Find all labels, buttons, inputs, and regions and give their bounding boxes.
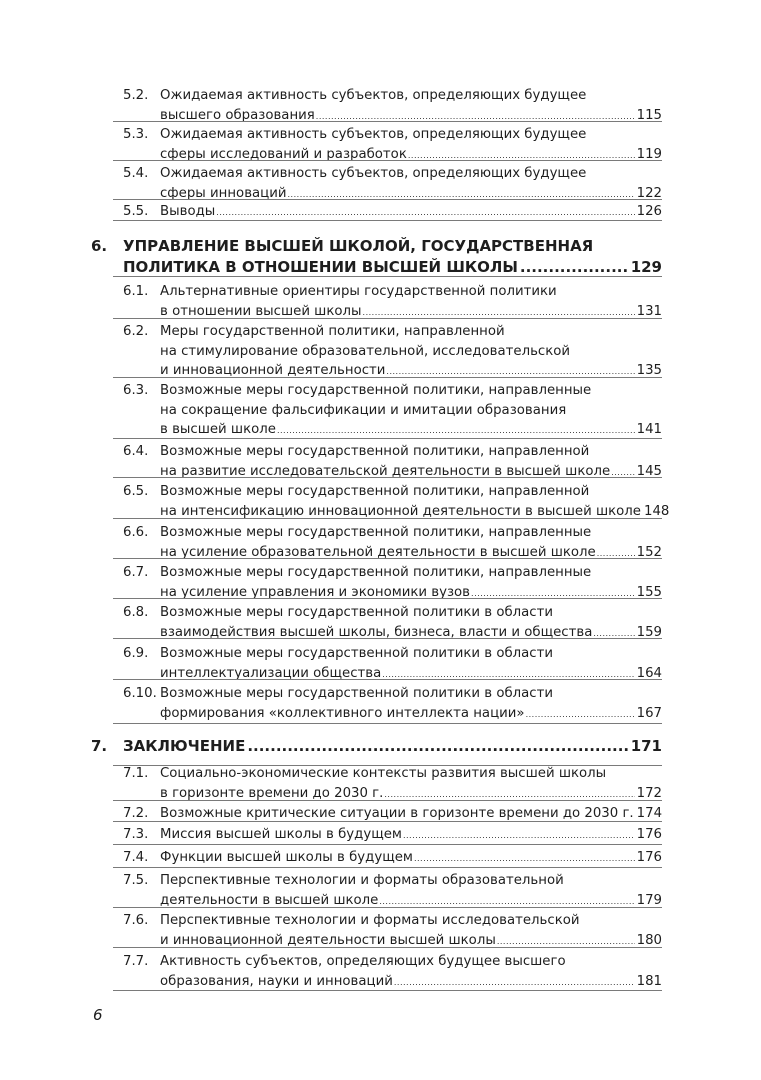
entry-body bbox=[160, 644, 662, 683]
entry-number: 7.3. bbox=[123, 827, 149, 842]
entry-title-line: Ожидаемая активность субъектов, определяющих будущее bbox=[160, 166, 587, 181]
entry-title-line: взаимодействия высшей школы, бизнеса, власти и общества bbox=[160, 624, 593, 640]
entry-number: 7.7. bbox=[123, 954, 149, 969]
dot-leader bbox=[526, 705, 635, 725]
entry-title-line: УПРАВЛЕНИЕ ВЫСШЕЙ ШКОЛОЙ, ГОСУДАРСТВЕННАЯ bbox=[123, 237, 594, 255]
entry-title-line: Возможные критические ситуации в горизонте времени до 2030 г. bbox=[160, 806, 634, 821]
entry-leader-row bbox=[160, 825, 662, 845]
entry-page-number: 126 bbox=[636, 204, 662, 219]
entry-number: 6. bbox=[91, 237, 108, 255]
divider-rule bbox=[113, 220, 662, 221]
entry-page-number: 122 bbox=[636, 185, 662, 201]
entry-title-line: на интенсификацию инновационной деятельности в высшей школе bbox=[160, 503, 641, 519]
entry-body bbox=[160, 603, 662, 642]
entry-number: 6.1. bbox=[123, 284, 149, 299]
entry-number: 5.2. bbox=[123, 88, 149, 103]
entry-body bbox=[160, 282, 662, 321]
entry-title-line: Возможные меры государственной политики в области bbox=[160, 686, 553, 701]
entry-leader-row bbox=[160, 543, 662, 563]
entry-body bbox=[160, 125, 662, 164]
dot-leader bbox=[403, 826, 635, 846]
divider-rule bbox=[113, 844, 662, 845]
entry-body bbox=[160, 86, 662, 125]
entry-leader-row bbox=[160, 623, 662, 643]
entry-title-line: в горизонте времени до 2030 г. bbox=[160, 785, 384, 801]
entry-body bbox=[160, 848, 662, 868]
divider-rule bbox=[113, 438, 662, 439]
entry-body bbox=[160, 563, 662, 602]
entry-leader-row bbox=[160, 462, 662, 482]
dot-leader bbox=[386, 362, 634, 382]
entry-body bbox=[160, 911, 662, 950]
dot-leader bbox=[408, 146, 635, 166]
entry-title-line: и инновационной деятельности bbox=[160, 363, 386, 378]
divider-rule bbox=[113, 199, 662, 200]
entry-title-line: Возможные меры государственной политики, направленные bbox=[160, 383, 592, 398]
entry-page-number: 176 bbox=[636, 827, 662, 842]
entry-page-number: 171 bbox=[630, 737, 662, 755]
entry-title-line: Возможные меры государственной политики, направленной bbox=[160, 484, 590, 499]
entry-body bbox=[123, 736, 662, 757]
divider-rule bbox=[113, 990, 662, 991]
entry-title-line: Ожидаемая активность субъектов, определяющих будущее bbox=[160, 88, 587, 103]
entry-body bbox=[160, 482, 670, 521]
entry-title-line: и инновационной деятельности высшей школы bbox=[160, 932, 496, 948]
entry-title-line: Перспективные технологии и форматы образовательной bbox=[160, 873, 564, 888]
entry-page-number: 131 bbox=[636, 303, 662, 319]
divider-rule bbox=[113, 377, 662, 378]
entry-title-line: Альтернативные ориентиры государственной политики bbox=[160, 284, 557, 299]
entry-leader-row bbox=[160, 184, 662, 204]
divider-rule bbox=[113, 679, 662, 680]
entry-number: 6.10. bbox=[123, 686, 157, 701]
entry-page-number: 181 bbox=[636, 973, 662, 989]
entry-page-number: 152 bbox=[636, 544, 662, 560]
entry-title-line: Возможные меры государственной политики, направленной bbox=[160, 444, 590, 459]
entry-body bbox=[160, 952, 662, 991]
entry-title-line: интеллектуализации общества bbox=[160, 665, 382, 681]
entry-body bbox=[160, 825, 662, 845]
entry-title-line: Перспективные технологии и форматы исследовательской bbox=[160, 913, 580, 928]
dot-leader bbox=[597, 544, 635, 564]
entry-leader-row bbox=[160, 202, 662, 222]
entry-title-line: формирования «коллективного интеллекта нации» bbox=[160, 705, 525, 721]
divider-rule bbox=[113, 121, 662, 122]
entry-page-number: 135 bbox=[636, 363, 662, 378]
entry-page-number: 167 bbox=[636, 705, 662, 721]
entry-title-line: Выводы bbox=[160, 204, 216, 219]
divider-rule bbox=[113, 477, 662, 478]
entry-page-number: 172 bbox=[636, 785, 662, 801]
entry-number: 6.9. bbox=[123, 646, 149, 661]
entry-title-line: ПОЛИТИКА В ОТНОШЕНИИ ВЫСШЕЙ ШКОЛЫ bbox=[123, 257, 518, 276]
entry-title-line: Меры государственной политики, направленной bbox=[160, 324, 505, 339]
divider-rule bbox=[113, 638, 662, 639]
divider-rule bbox=[113, 558, 662, 559]
entry-number: 6.8. bbox=[123, 605, 149, 620]
entry-leader-row bbox=[160, 848, 662, 868]
entry-number: 5.4. bbox=[123, 166, 149, 181]
entry-page-number: 145 bbox=[636, 463, 662, 479]
entry-leader-row bbox=[160, 106, 662, 126]
entry-page-number: 119 bbox=[636, 146, 662, 162]
entry-title-line: Функции высшей школы в будущем bbox=[160, 850, 413, 865]
entry-number: 5.3. bbox=[123, 127, 149, 142]
entry-leader-row bbox=[160, 583, 662, 603]
entry-page-number: 155 bbox=[636, 584, 662, 600]
dot-leader bbox=[414, 849, 635, 869]
entry-body bbox=[160, 202, 662, 222]
entry-title-line: на стимулирование образовательной, исследовательской bbox=[160, 343, 571, 359]
entry-number: 7. bbox=[91, 737, 108, 755]
divider-rule bbox=[113, 318, 662, 319]
divider-rule bbox=[113, 800, 662, 801]
entry-title-line: на усиление управления и экономики вузов bbox=[160, 584, 471, 600]
entry-leader-row bbox=[160, 704, 662, 724]
entry-page-number: 148 bbox=[643, 503, 670, 519]
dot-leader bbox=[363, 303, 635, 323]
entry-title-line: Возможные меры государственной политики, направленные bbox=[160, 565, 592, 580]
entry-title-line: Активность субъектов, определяющих будущее высшего bbox=[160, 954, 566, 969]
entry-body bbox=[160, 764, 662, 803]
entry-body bbox=[160, 442, 662, 481]
divider-rule bbox=[113, 723, 662, 724]
dot-leader bbox=[382, 665, 634, 685]
entry-leader-row bbox=[123, 736, 662, 757]
entry-title-line: высшего образования bbox=[160, 107, 315, 123]
entry-body bbox=[160, 164, 662, 203]
dot-leader bbox=[520, 257, 628, 278]
entry-title-line: в отношении высшей школы bbox=[160, 303, 362, 319]
entry-page-number: 115 bbox=[636, 107, 662, 123]
entry-number: 6.3. bbox=[123, 383, 149, 398]
entry-title-line: Миссия высшей школы в будущем bbox=[160, 827, 402, 842]
entry-page-number: 164 bbox=[636, 665, 662, 681]
page-number: 6 bbox=[93, 1006, 103, 1024]
entry-leader-row bbox=[160, 972, 662, 992]
divider-rule bbox=[113, 276, 662, 277]
entry-leader-row bbox=[160, 420, 662, 440]
entry-page-number: 174 bbox=[636, 806, 663, 821]
entry-title-line: образования, науки и инноваций bbox=[160, 973, 393, 989]
entry-number: 7.2. bbox=[123, 806, 149, 821]
divider-rule bbox=[113, 947, 662, 948]
entry-number: 7.5. bbox=[123, 873, 149, 888]
entry-page-number: 129 bbox=[630, 257, 662, 276]
dot-leader bbox=[247, 736, 627, 757]
entry-body bbox=[160, 322, 662, 381]
dot-leader bbox=[497, 932, 635, 952]
entry-title-line: на сокращение фальсификации и имитации образования bbox=[160, 402, 567, 418]
entry-title-line: Возможные меры государственной политики в области bbox=[160, 605, 553, 620]
entry-page-number: 179 bbox=[636, 892, 662, 908]
entry-title-line: Возможные меры государственной политики, направленные bbox=[160, 525, 592, 540]
entry-title-line: деятельности в высшей школе bbox=[160, 892, 379, 908]
entry-leader-row bbox=[123, 257, 662, 278]
entry-page-number: 141 bbox=[636, 422, 662, 437]
entry-number: 7.6. bbox=[123, 913, 149, 928]
entry-number: 6.7. bbox=[123, 565, 149, 580]
dot-leader bbox=[611, 463, 634, 483]
dot-leader bbox=[471, 584, 635, 604]
entry-title-line: в высшей школе bbox=[160, 422, 276, 437]
dot-leader bbox=[316, 107, 635, 127]
entry-number: 5.5. bbox=[123, 204, 149, 219]
entry-title-line: ЗАКЛЮЧЕНИЕ bbox=[123, 737, 246, 755]
entry-title-line: на развитие исследовательской деятельности в высшей школе bbox=[160, 463, 611, 479]
divider-rule bbox=[113, 518, 662, 519]
entry-body bbox=[160, 381, 662, 440]
entry-title-line: сферы исследований и разработок bbox=[160, 146, 407, 162]
divider-rule bbox=[113, 821, 662, 822]
entry-number: 7.4. bbox=[123, 850, 149, 865]
entry-page-number: 176 bbox=[636, 850, 662, 865]
entry-page-number: 159 bbox=[636, 624, 662, 640]
entry-title-line: Ожидаемая активность субъектов, определяющих будущее bbox=[160, 127, 587, 142]
dot-leader bbox=[379, 892, 634, 912]
entry-number: 6.4. bbox=[123, 444, 149, 459]
divider-rule bbox=[113, 867, 662, 868]
entry-title-line: на усиление образовательной деятельности в высшей школе bbox=[160, 544, 596, 560]
divider-rule bbox=[113, 160, 662, 161]
entry-body bbox=[160, 684, 662, 723]
entry-number: 6.2. bbox=[123, 324, 149, 339]
entry-leader-row bbox=[160, 664, 662, 684]
entry-number: 6.6. bbox=[123, 525, 149, 540]
entry-body bbox=[123, 236, 662, 277]
entry-body bbox=[160, 871, 662, 910]
entry-title-line: сферы инноваций bbox=[160, 185, 287, 201]
entry-number: 7.1. bbox=[123, 766, 149, 781]
divider-rule bbox=[113, 907, 662, 908]
divider-rule bbox=[113, 598, 662, 599]
entry-body bbox=[160, 523, 662, 562]
dot-leader bbox=[593, 624, 634, 644]
entry-title-line: Социально-экономические контексты развития высшей школы bbox=[160, 766, 607, 781]
entry-leader-row bbox=[160, 145, 662, 165]
entry-page-number: 180 bbox=[636, 932, 662, 948]
divider-rule bbox=[113, 765, 662, 766]
entry-title-line: Возможные меры государственной политики в области bbox=[160, 646, 553, 661]
entry-number: 6.5. bbox=[123, 484, 149, 499]
dot-leader bbox=[384, 785, 634, 805]
